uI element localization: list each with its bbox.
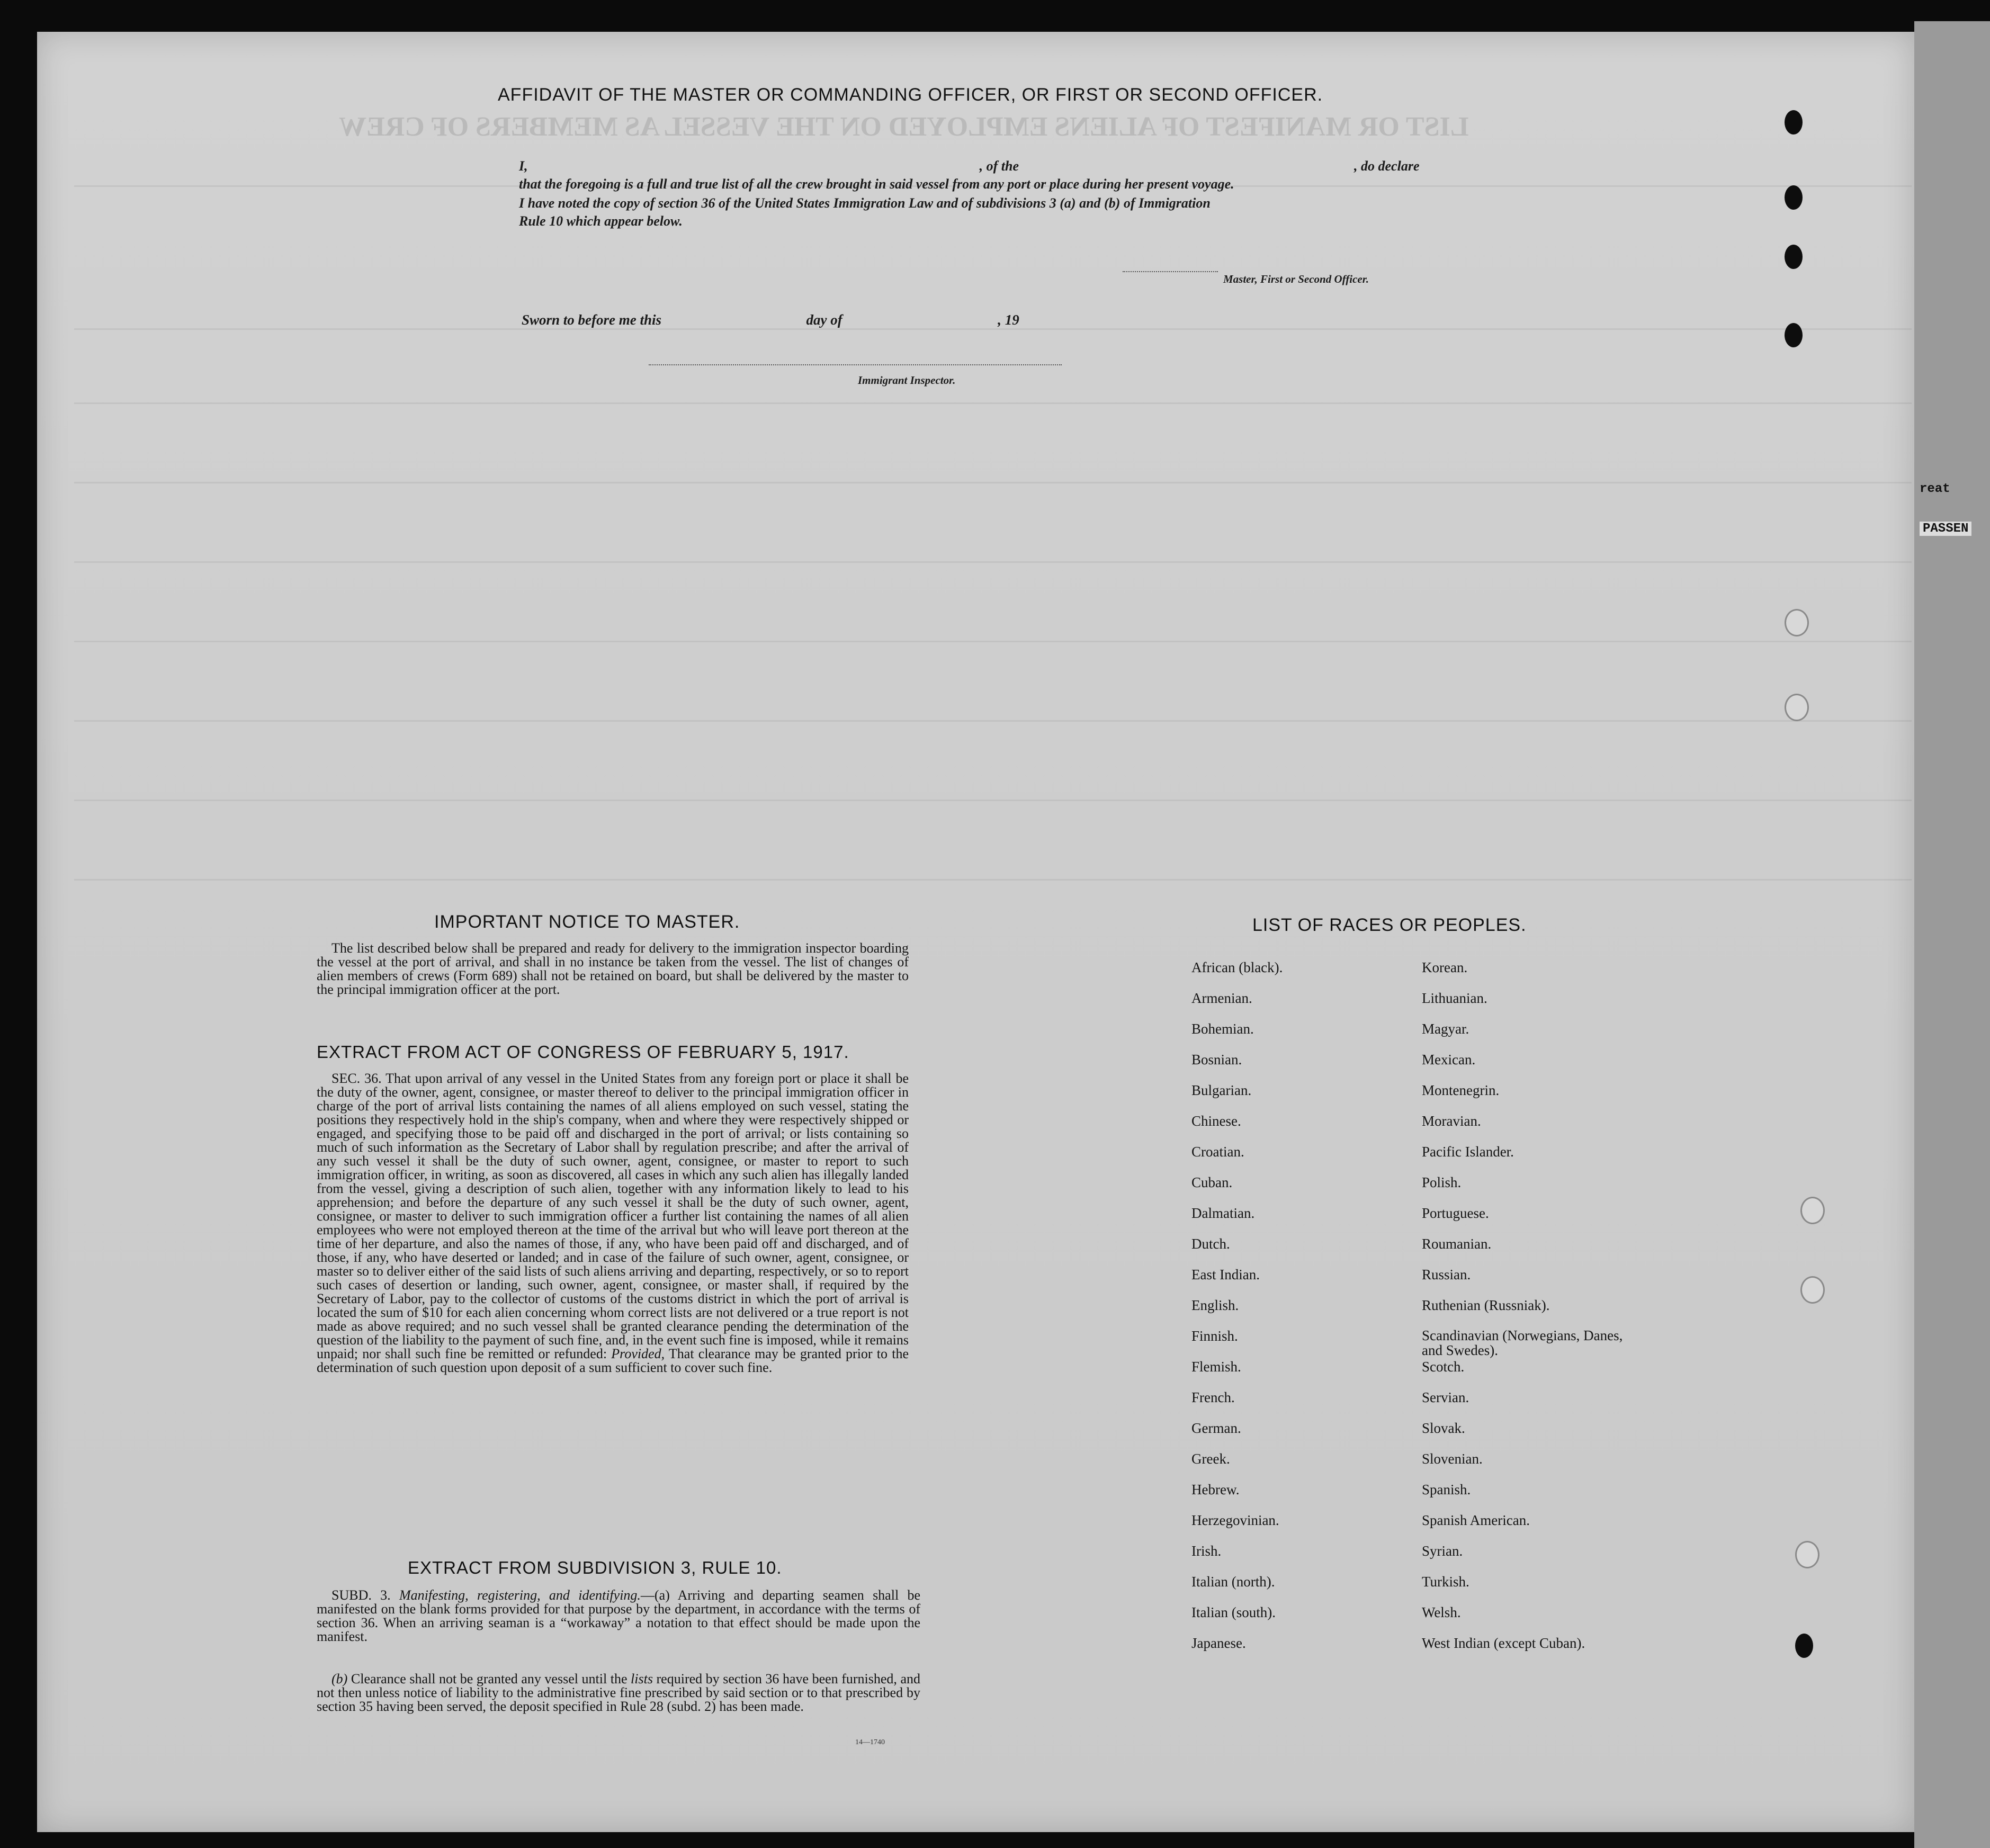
race-item: Polish.	[1422, 1174, 1462, 1190]
ghost-rule	[74, 482, 1912, 483]
race-item: Scotch.	[1422, 1359, 1465, 1375]
strip-text-1: reat	[1920, 482, 1950, 496]
race-item: Japanese.	[1191, 1635, 1246, 1651]
race-item: Flemish.	[1191, 1359, 1241, 1375]
form-code: 14—1740	[855, 1738, 885, 1746]
race-item: Italian (south).	[1191, 1604, 1276, 1620]
race-item: Welsh.	[1422, 1604, 1461, 1620]
race-item: Syrian.	[1422, 1543, 1463, 1559]
affidavit-line-4: Rule 10 which appear below.	[519, 213, 683, 229]
punch-hole	[1785, 185, 1803, 210]
affidavit-do-declare: , do declare	[1354, 158, 1420, 174]
ghost-header: LIST OR MANIFEST OF ALIENS EMPLOYED ON THE VESSEL AS MEMBERS OF CREW	[339, 112, 1469, 142]
para-b-text-2: required by section 36 have been furnished, and not then unless notice of liability to the administrative fine prescribed by said section or to that prescribed by section 35 having been served, the deposit specified in Rule 28 (subd. 2) has been made.	[317, 1671, 920, 1714]
ghost-rule	[74, 402, 1912, 404]
sec-body-end: That clearance may be granted prior to the determination of such question upon deposit of a sum sufficient to cover such fine.	[317, 1346, 909, 1375]
master-signature-line	[1123, 271, 1218, 272]
race-item: Hebrew.	[1191, 1482, 1240, 1497]
race-item: Greek.	[1191, 1451, 1230, 1467]
rule-extract-title: EXTRACT FROM SUBDIVISION 3, RULE 10.	[408, 1558, 782, 1577]
ghost-rule	[74, 720, 1912, 722]
act-extract-text	[317, 1072, 909, 1375]
race-item: Chinese.	[1191, 1113, 1241, 1129]
races-right-column	[1422, 959, 1644, 1666]
punch-ring	[1800, 1276, 1825, 1304]
sworn-line	[522, 311, 1157, 328]
inspector-signature-line	[649, 364, 1062, 365]
affidavit-i: I,	[519, 158, 528, 174]
race-item: Slovenian.	[1422, 1451, 1483, 1467]
sworn-text: Sworn to before me this	[522, 312, 662, 328]
race-item: Slovak.	[1422, 1420, 1465, 1436]
ghost-rule	[74, 641, 1912, 642]
punch-ring	[1785, 694, 1809, 721]
race-item: Spanish.	[1422, 1482, 1471, 1497]
race-item: Servian.	[1422, 1389, 1469, 1405]
sec-body: That upon arrival of any vessel in the United States from any foreign port or place it shall be the duty of the owner, agent, consignee, or master thereof to deliver to the principal immigration officer in charge of the port of arrival lists containing the names of all aliens employed on such vessel, stating the positions they respectively hold in the ship's company, when and where they were respectively shipped or engaged, and specifying those to be paid off and discharged in the port of arrival; or lists containing so much of such information as the Secretary of Labor shall by regulation prescribe; and after the arrival of any such vessel it shall be the duty of such owner, agent, consignee, or master to report to such immigration officer, in writing, as soon as discovered, all cases in which any such alien has illegally landed from the vessel, giving a description of such alien, together with any information likely to lead to his apprehension; and before the departure of any such vessel it shall be the duty of such owner, agent, consignee, or master to deliver to such immigration officer a further list containing the names of all alien employees who were not employed thereon at the time of the arrival but who will leave port thereon at the time of her departure, and also the names of those, if any, who have been paid off and discharged, and of those, if any, who have deserted or landed; and in case of the failure of such owner, agent, consignee, or master so to deliver either of the said lists of such aliens arriving and departing, respectively, or so to report such cases of desertion or landing, such owner, agent, consignee, or master shall, if required by the Secretary of Labor, pay to the collector of customs of the customs district in which the port of arrival is located the sum of $10 for each alien concerning whom correct lists are not delivered or a true report is not made as above required; and no such vessel shall be granted clearance pending the determination of the question of the liability to the payment of such fine, and, in the event such fine is imposed, while it remains unpaid; nor shall such fine be remitted or refunded:	[317, 1071, 909, 1361]
sec-label: SEC. 36.	[331, 1071, 382, 1086]
race-item: Portuguese.	[1422, 1205, 1489, 1221]
affidavit-title: AFFIDAVIT OF THE MASTER OR COMMANDING OFFICER, OR FIRST OR SECOND OFFICER.	[498, 85, 1323, 105]
subd-para-a: —(a) Arriving and departing seamen shall be manifested on the blank forms provided for that purpose by the department, in accordance with the terms of section 36. When an arriving seaman is a “workaway” a notation to that effect should be made upon the manifest.	[317, 1587, 921, 1644]
ghost-rule	[74, 561, 1912, 563]
rule-para-b	[317, 1672, 920, 1714]
race-item: English.	[1191, 1297, 1239, 1313]
race-item: Spanish American.	[1422, 1512, 1530, 1528]
notice-title: IMPORTANT NOTICE TO MASTER.	[434, 912, 740, 932]
notice-text: The list described below shall be prepared and ready for delivery to the immigration inspector boarding the vessel at the port of arrival, and shall in no instance be taken from the vessel. The list of changes of alien members of crews (Form 689) shall not be retained on board, but shall be delivered by the master to the principal immigration officer at the port.	[317, 940, 909, 997]
para-b-lists: lists	[631, 1671, 653, 1686]
race-item: Turkish.	[1422, 1574, 1469, 1590]
race-item: Mexican.	[1422, 1052, 1476, 1067]
punch-ring	[1795, 1541, 1819, 1568]
race-item: Pacific Islander.	[1422, 1144, 1514, 1160]
race-item: Scandinavian (Norwegians, Danes, and Swedes).	[1422, 1327, 1623, 1358]
race-item: Russian.	[1422, 1267, 1471, 1282]
race-item: Montenegrin.	[1422, 1082, 1500, 1098]
race-item: Dutch.	[1191, 1236, 1230, 1252]
subd-label: SUBD. 3.	[331, 1587, 391, 1603]
act-extract-title: EXTRACT FROM ACT OF CONGRESS OF FEBRUARY 5, 1917.	[317, 1042, 849, 1062]
race-item: Bosnian.	[1191, 1052, 1242, 1067]
sworn-year: , 19	[998, 312, 1019, 328]
punch-hole	[1785, 245, 1803, 269]
punch-ring	[1800, 1197, 1825, 1224]
race-item: Magyar.	[1422, 1021, 1469, 1037]
race-item: Moravian.	[1422, 1113, 1481, 1129]
race-item: African (black).	[1191, 959, 1283, 975]
race-item: Korean.	[1422, 959, 1468, 975]
race-item: Bulgarian.	[1191, 1082, 1252, 1098]
affidavit-line-3: I have noted the copy of section 36 of the United States Immigration Law and of subdivisions 3 (a) and (b) of Immigration	[519, 195, 1211, 211]
race-item: Irish.	[1191, 1543, 1222, 1559]
race-item: Ruthenian (Russniak).	[1422, 1297, 1550, 1313]
races-title: LIST OF RACES OR PEOPLES.	[1252, 915, 1527, 935]
race-item: Roumanian.	[1422, 1236, 1492, 1252]
race-item: French.	[1191, 1389, 1235, 1405]
ghost-rule	[74, 328, 1912, 330]
ghost-rule	[74, 879, 1912, 881]
affidavit-line-2: that the foregoing is a full and true list of all the crew brought in said vessel from any port or place during her present voyage.	[519, 176, 1234, 192]
race-item: Finnish.	[1191, 1328, 1238, 1344]
punch-hole	[1795, 1634, 1813, 1658]
para-b-label: (b)	[331, 1671, 348, 1686]
rule-para-a	[317, 1589, 920, 1644]
race-item: Lithuanian.	[1422, 990, 1487, 1006]
race-item: German.	[1191, 1420, 1241, 1436]
punch-hole	[1785, 110, 1803, 134]
adjacent-page-edge	[1914, 21, 1990, 1848]
para-b-text-1: Clearance shall not be granted any vessel until the	[351, 1671, 628, 1686]
strip-text-2: PASSEN	[1920, 522, 1971, 536]
punch-hole	[1785, 323, 1803, 347]
races-left-column	[1191, 959, 1283, 1666]
provided-word: Provided,	[611, 1346, 665, 1361]
race-item: Armenian.	[1191, 990, 1252, 1006]
subd-heading: Manifesting, registering, and identifying.	[399, 1587, 641, 1603]
race-item: West Indian (except Cuban).	[1422, 1635, 1585, 1651]
inspector-label: Immigrant Inspector.	[858, 374, 956, 387]
sworn-day-of: day of	[806, 312, 842, 328]
race-item: Croatian.	[1191, 1144, 1244, 1160]
master-signature-label: Master, First or Second Officer.	[1223, 273, 1369, 285]
race-item: Italian (north).	[1191, 1574, 1275, 1590]
ghost-rule	[74, 800, 1912, 801]
race-item: Herzegovinian.	[1191, 1512, 1279, 1528]
race-item: Dalmatian.	[1191, 1205, 1255, 1221]
race-item: Cuban.	[1191, 1174, 1233, 1190]
affidavit-of-the: , of the	[979, 158, 1019, 174]
punch-ring	[1785, 609, 1809, 636]
affidavit-line-1	[519, 158, 1440, 175]
race-item: East Indian.	[1191, 1267, 1260, 1282]
race-item: Bohemian.	[1191, 1021, 1254, 1037]
